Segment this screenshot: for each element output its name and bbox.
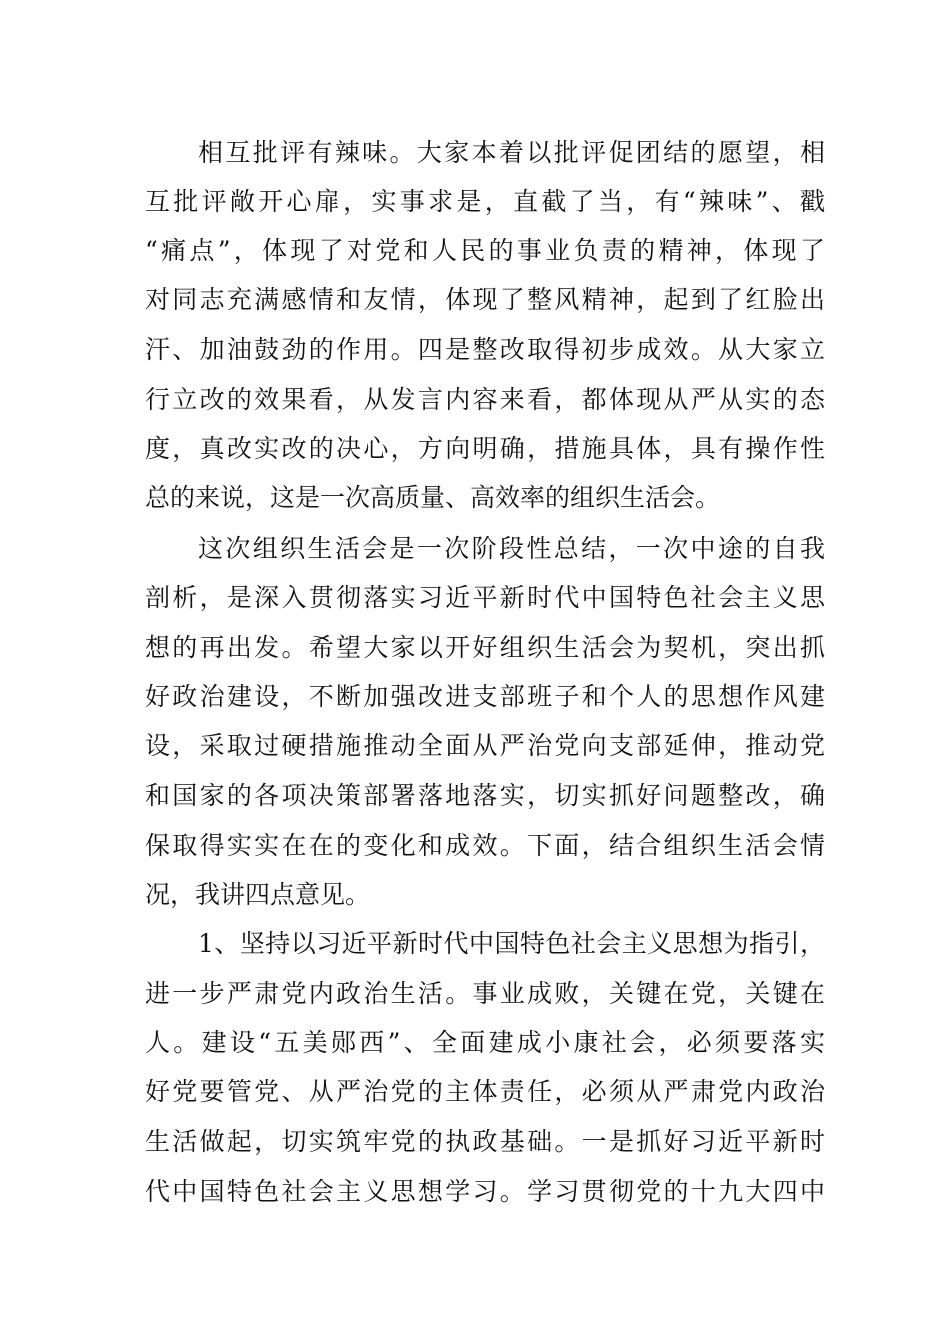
text-line: 剖析，是深入贯彻落实习近平新时代中国特色社会主义思 [145,583,825,612]
text-line: 相互批评有辣味。大家本着以批评促团结的愿望，相 [198,138,825,167]
text-line: 想的再出发。希望大家以开好组织生活会为契机，突出抓 [145,633,825,662]
text-line: 进一步严肃党内政治生活。事业成败，关键在党，关键在 [145,979,825,1008]
text-line: 度，真改实改的决心，方向明确，措施具体，具有操作性 [145,434,825,463]
text-line: “痛点”，体现了对党和人民的事业负责的精神，体现了 [145,236,825,265]
text-line: 互批评敞开心扉，实事求是，直截了当，有“辣味”、戳 [145,187,825,216]
text-line: 生活做起，切实筑牢党的执政基础。一是抓好习近平新时 [145,1127,825,1156]
text-line: 代中国特色社会主义思想学习。学习贯彻党的十九大四中 [145,1177,825,1206]
text-line: 1、坚持以习近平新时代中国特色社会主义思想为指引， [198,929,825,958]
text-line: 好党要管党、从严治党的主体责任，必须从严肃党内政治 [145,1077,825,1106]
text-line: 设，采取过硬措施推动全面从严治党向支部延伸，推动党 [145,731,825,760]
text-line: 对同志充满感情和友情，体现了整风精神，起到了红脸出 [145,285,825,314]
text-line: 这次组织生活会是一次阶段性总结，一次中途的自我 [198,534,825,563]
text-line: 汗、加油鼓劲的作用。四是整改取得初步成效。从大家立 [145,335,825,364]
text-line: 好政治建设，不断加强改进支部班子和个人的思想作风建 [145,682,825,711]
text-line: 况，我讲四点意见。 [145,880,371,909]
text-line: 人。建设“五美郧西”、全面建成小康社会，必须要落实 [145,1028,825,1057]
text-line: 和国家的各项决策部署落地落实，切实抓好问题整改，确 [145,781,825,810]
text-line: 保取得实实在在的变化和成效。下面，结合组织生活会情 [145,831,825,860]
text-line: 行立改的效果看，从发言内容来看，都体现从严从实的态 [145,385,825,414]
text-line: 总的来说，这是一次高质量、高效率的组织生活会。 [145,483,721,512]
